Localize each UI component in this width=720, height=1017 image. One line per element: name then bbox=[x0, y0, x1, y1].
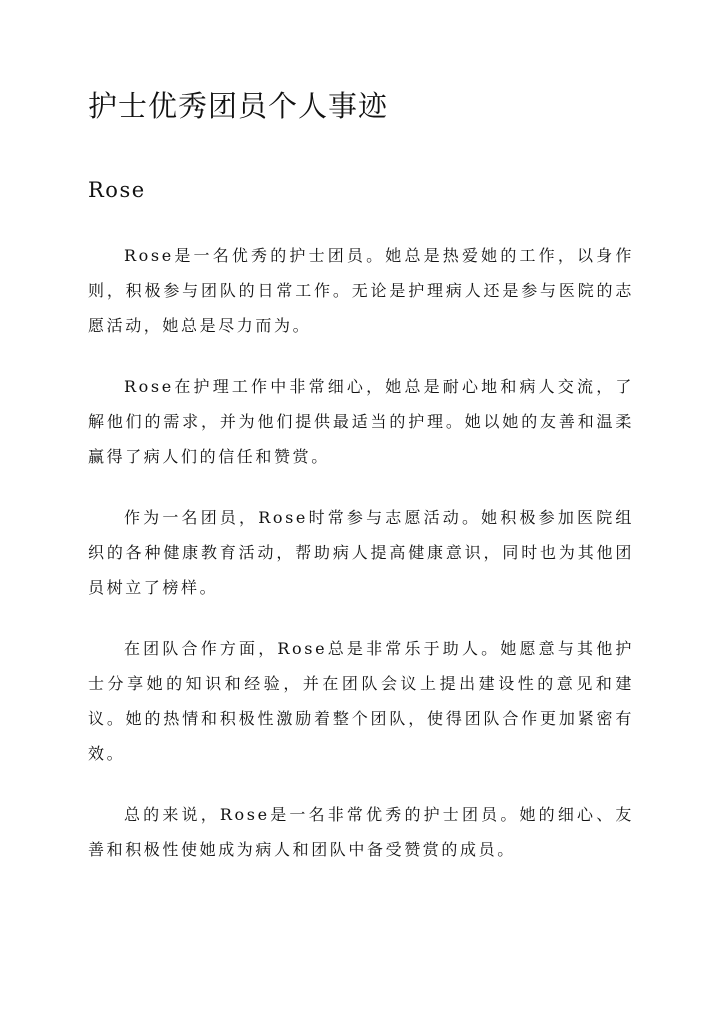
author-name: Rose bbox=[88, 178, 146, 202]
paragraph-1: Rose是一名优秀的护士团员。她总是热爱她的工作，以身作则，积极参与团队的日常工作。无论是护理病人还是参与医院的志愿活动，她总是尽力而为。 bbox=[88, 246, 634, 335]
paragraph-5: 总的来说，Rose是一名非常优秀的护士团员。她的细心、友善和积极性使她成为病人和团队中备受赞赏的成员。 bbox=[88, 805, 634, 859]
paragraph-4: 在团队合作方面，Rose总是非常乐于助人。她愿意与其他护士分享她的知识和经验，并在团队会议上提出建设性的意见和建议。她的热情和积极性激励着整个团队，使得团队合作更加紧密有效。 bbox=[88, 639, 634, 763]
paragraph-2: Rose在护理工作中非常细心，她总是耐心地和病人交流，了解他们的需求，并为他们提供最适当的护理。她以她的友善和温柔赢得了病人们的信任和赞赏。 bbox=[88, 377, 634, 466]
document-body bbox=[88, 238, 634, 893]
paragraph-3: 作为一名团员，Rose时常参与志愿活动。她积极参加医院组织的各种健康教育活动，帮助病人提高健康意识，同时也为其他团员树立了榜样。 bbox=[88, 508, 634, 597]
document-title: 护士优秀团员个人事迹 bbox=[88, 89, 389, 123]
